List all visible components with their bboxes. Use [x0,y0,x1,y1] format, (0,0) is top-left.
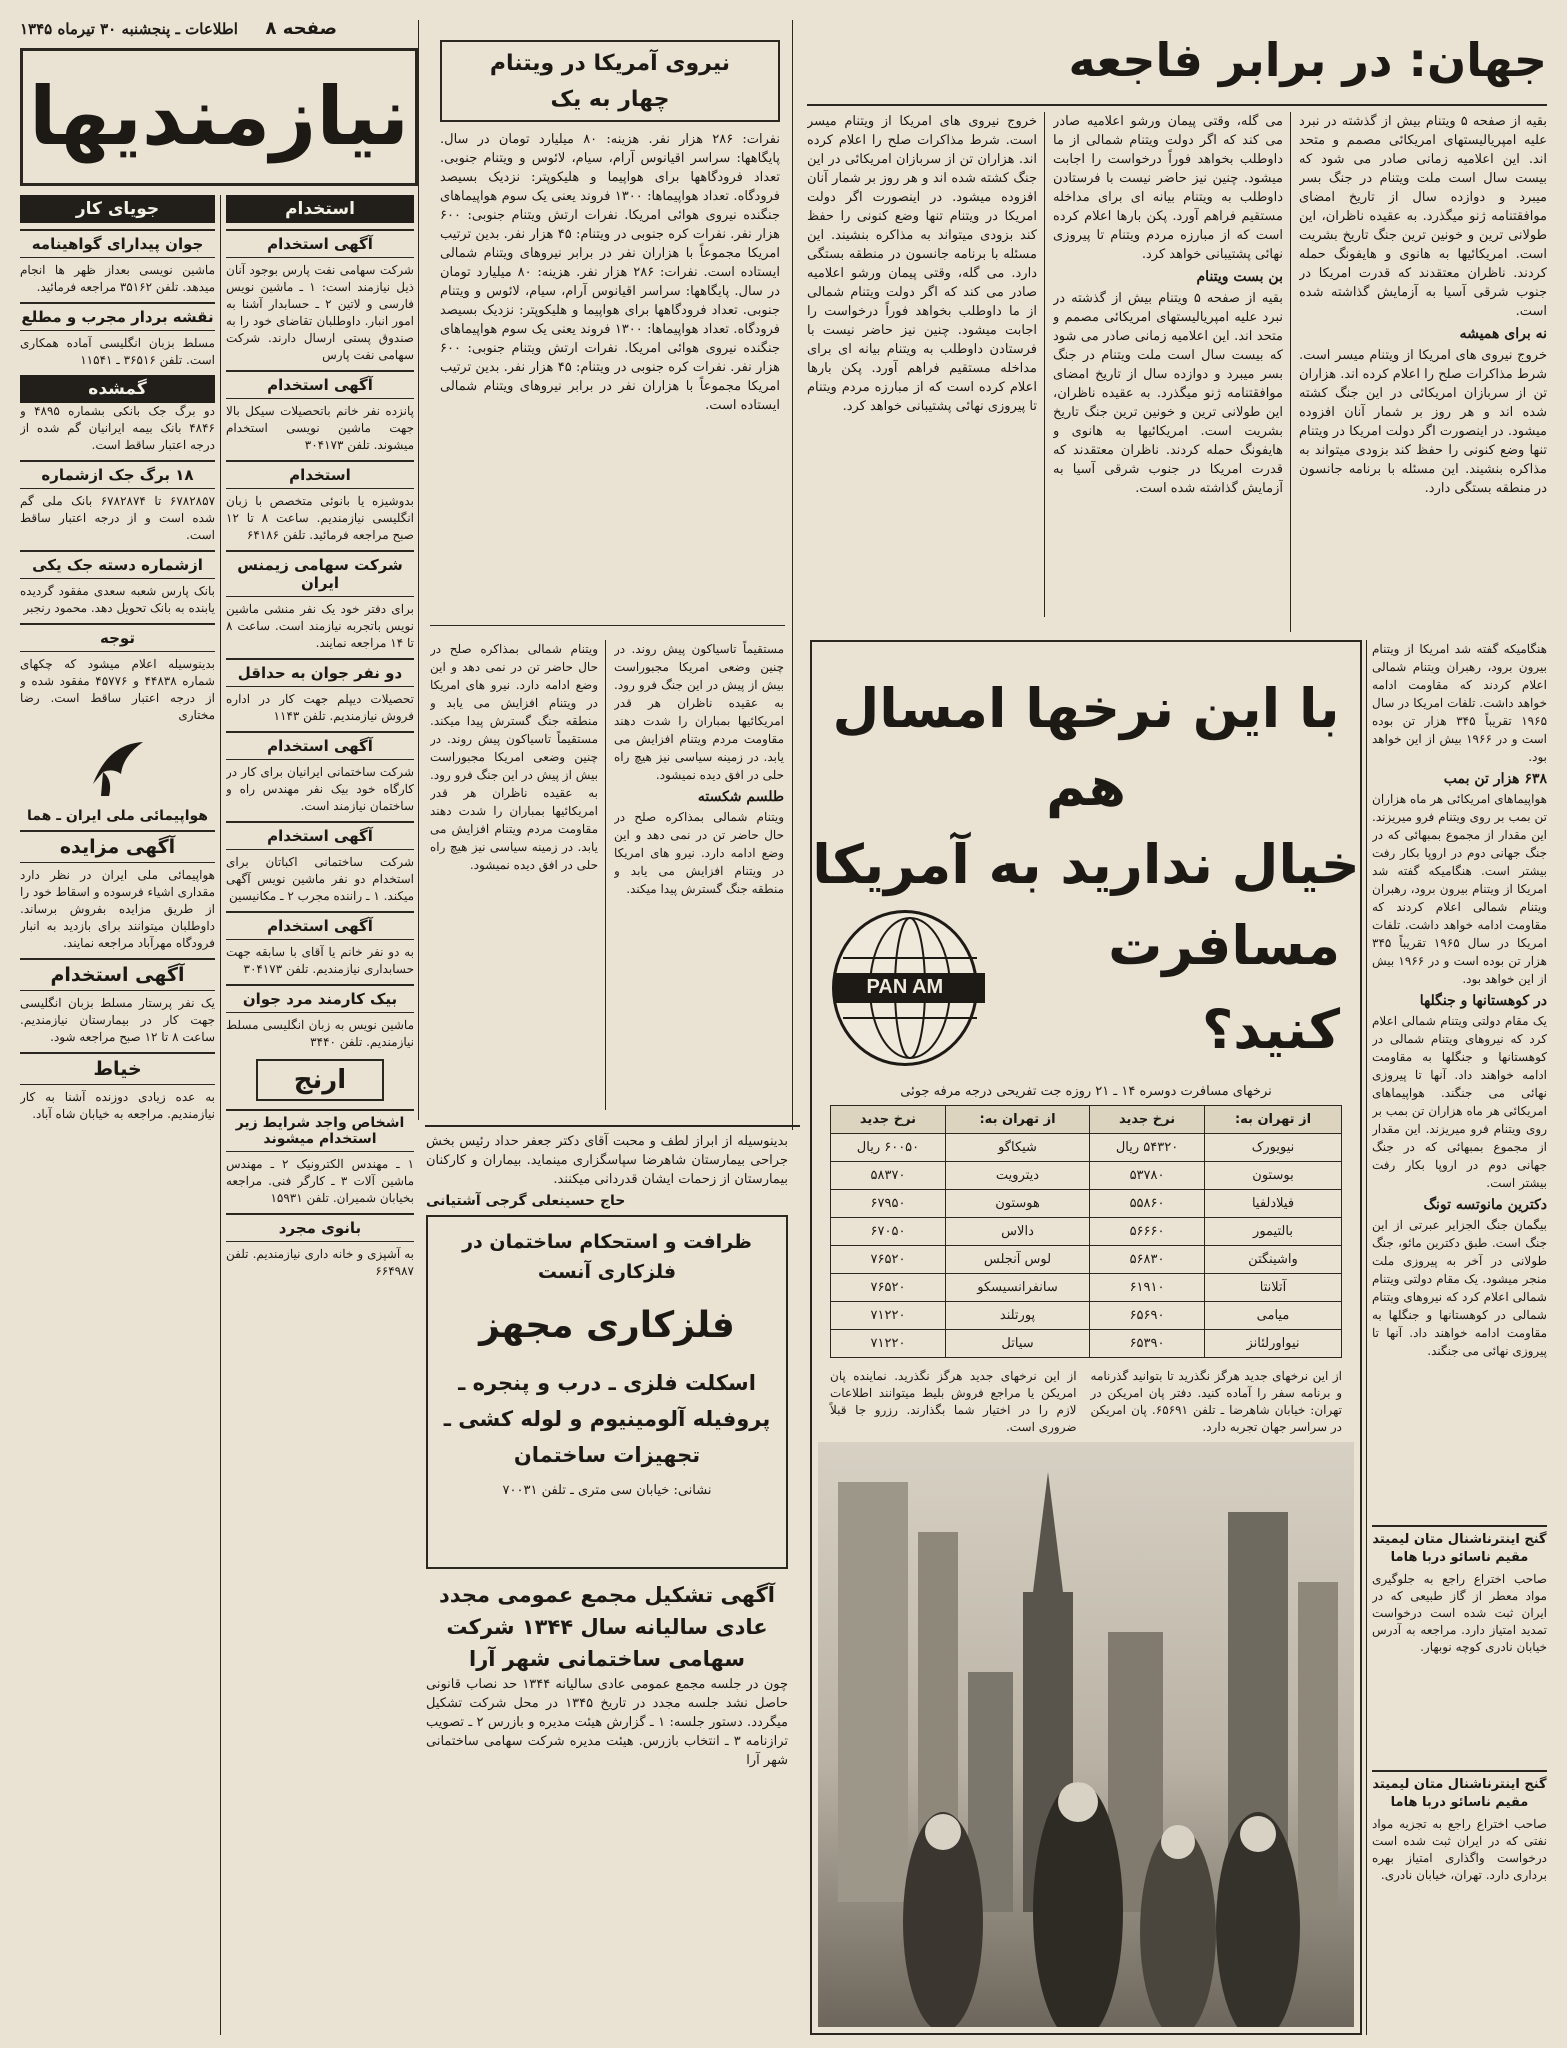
col1-item-body: بانک پارس شعبه سعدی مفقود گردیده یابنده به بانک تحویل دهد. محمود رنجبر [20,584,215,615]
fare-header-dest-b: از تهران به: [945,1106,1089,1134]
col2-item-title: آگهی استخدام [226,821,414,850]
subhead-spell-broken: طلسم شکسته [697,789,784,805]
classifieds-col3 [426,1132,788,2032]
patent-notice-2-title: گنج اینترناشنال متان لیمیتد مقیم ناسائو دربا هاما [1372,1777,1547,1810]
table-row: بالتیمور ۵۶۶۶۰ دالاس ۶۷۰۵۰ [831,1218,1342,1246]
subhead-mountains: در کوهستانها و جنگلها [1419,993,1547,1009]
iranair-logo [20,734,215,824]
main-headline: جهان: در برابر فاجعه [1068,33,1547,87]
panam-logo [832,910,978,1066]
main-story-col2: می گله، وقتی پیمان ورشو اعلامیه صادر می کند که اگر دولت ویتنام شمالی از ما داوطلب بخواهد فوراً درخواست را اجابت میشود. چنین نیز حاضر نیست با فرستادن داوطلب به ویتنام بیانه ای برای مداخله مستقیم فراهم آورد. پکن بارها اعلام کرده است که از مبارزه مردم ویتنام تا پیروزی نهائی پشتیبانی خواهد کرد. بن بست ویتنام بقیه از صفحه ۵ ویتنام بیش از گذشته در نبرد علیه امپریالیستهای امریکائی مصمم و متحد اند. این اعلامیه زمانی صادر می شود که بیست سال است ملت ویتنام در جنگ بسر میبرد و دوازده سال از تاریخ امضای موافقتنامه ژنو میگذرد. به عقیده ناظران، این طولانی ترین و خونین ترین جنگ تاریخ بشریت است. امریکائیها به هانوی و هایفونگ حمله کردند. ناظران معتقدند که قدرت امریکا در جنوب شرقی آسیا به آزمایش گذاشته شده است. [1053,114,1283,496]
panam-body-right: از این نرخهای جدید هرگز نگذرید تا بتوانید گذرنامه و برنامه سفر را آماده کنید. دفتر پان امریکن در تهران: خیابان شاهرضا ـ تلفن ۶۵۶۹۱. پان امریکن در سراسر جهان تجربه دارد. [1090,1369,1342,1434]
col2-item-body: برای دفتر خود یک نفر منشی ماشین نویس باتجربه نیازمند است. ساعت ۸ تا ۱۴ مراجعه نمایند. [226,602,414,650]
fare-header-dest-a: از تهران به: [1205,1106,1342,1134]
col1-item-title: ۱۸ برگ جک ازشماره [20,460,215,489]
col1-hiring-title: آگهی استخدام [20,958,215,991]
subhead-vietnam-deadlock: بن بست ویتنام [1196,269,1283,285]
col1-item-title: جوان پیدارای گواهینامه [20,229,215,258]
panam-ad [810,640,1362,2035]
panam-body-left: از این نرخهای جدید هرگز نگذرید. نماینده پان امریکن یا مراجع فروش بلیط میتوانند اطلاعات لازم را در اختیار شما بگذارند. رزرو جا قبلاً ضروری است. [830,1369,1077,1434]
meeting-notice-body: چون در جلسه مجمع عمومی عادی سالیانه ۱۳۴۴ حد نصاب قانونی حاصل نشد جلسه مجدد در تاریخ ۱۳۴۵ در محل شرکت تشکیل میگردد. دستور جلسه: ۱ ـ گزارش هیئت مدیره و بازرس ۲ ـ تصویب ترازنامه ۳ ـ انتخاب بازرس. هیئت مدیره شرکت سهامی ساختمانی شهر آرا [426,1677,788,1768]
metalwork-ad-brand: فلزکاری مجهز [479,1305,735,1346]
panam-photo [818,1442,1354,2027]
main-story-col1: بقیه از صفحه ۵ ویتنام بیش از گذشته در نبرد علیه امپریالیستهای امریکائی مصمم و متحد اند. این اعلامیه زمانی صادر می شود که بیست سال است ملت ویتنام در جنگ بسر میبرد و دوازده سال از تاریخ امضای موافقتنامه ژنو میگذرد. به عقیده ناظران، این طولانی ترین و خونین ترین جنگ تاریخ بشریت است. امریکائیها به هانوی و هایفونگ حمله کردند. ناظران معتقدند که قدرت امریکا در جنوب شرقی آسیا به آزمایش گذاشته شده است. نه برای همیشه خروج نیروی های امریکا از ویتنام میسر است. شرط مذاکرات صلح را اعلام کرده اند. هزاران تن از سربازان امریکائی در این جنگ کشته شده اند و هر روز بر شمار آنان افزوده میشود. در اینصورت اگر دولت امریکا در ویتنام تنها وضع کنونی را حفظ کند بزودی میتواند به مذاکره بنشیند. این مسئله با برنامه جانسون در منطقه بستگی دارد. [1299,114,1547,496]
tailor-body: به عده زیادی دوزنده آشنا به کار نیازمندیم. مراجعه به خیابان شاه آباد. [20,1090,215,1121]
table-row: بوستون ۵۳۷۸۰ دیترویت ۵۸۳۷۰ [831,1162,1342,1190]
panam-headline-line3: مسافرت کنید؟ [1108,914,1340,1061]
col2-item-body: تحصیلات دیپلم جهت کار در اداره فروش نیازمندیم. تلفن ۱۱۴۳ [226,692,414,723]
table-row: نیواورلئانز ۶۵۳۹۰ سیاتل ۷۱۲۲۰ [831,1330,1342,1358]
classifieds-col1 [20,195,215,2035]
subhead-bombs: ۶۳۸ هزار تن بمب [1443,771,1547,787]
col2-item-title: بانوی مجرد [226,1213,414,1242]
patent-notice-2 [1372,1770,1547,2030]
col1-hiring-body: یک نفر پرستار مسلط بزبان انگلیسی جهت کار در بیمارستان نیازمندیم. ساعت ۸ تا ۱۲ صبح مراجعه شود. [20,996,215,1044]
table-row: فیلادلفیا ۵۵۸۶۰ هوستون ۶۷۹۵۰ [831,1190,1342,1218]
col1-item-title: نقشه بردار مجرب و مطلع [20,302,215,331]
panam-logo-text: PAN AM [866,976,944,998]
col2-item-body: بدوشیزه یا بانوئی متخصص با زبان انگلیسی نیازمندیم. ساعت ۸ تا ۱۲ صبح مراجعه فرمائید. تلفن ۶۴۱۸۶ [226,494,414,542]
fare-header-rate-a: نرخ جدید [1090,1106,1205,1134]
panam-headline-line2: خیال ندارید به آمریکا [812,833,1360,896]
col1-item-body: مسلط بزبان انگلیسی آماده همکاری است. تلفن ۳۶۵۱۶ ـ ۱۱۵۴۱ [20,336,215,367]
section-title: نیازمندیها [28,70,410,163]
col2-item-body: ۱ ـ مهندس الکترونیک ۲ ـ مهندس ماشین آلات ۳ ـ کارگر فنی. مراجعه بخیابان شمیران. تلفن ۱۵۹۳۱ [226,1157,414,1205]
sidebar-headline: نیروی آمریکا در ویتنام [489,51,731,76]
panam-headline [812,670,1360,904]
col2-item-title: آگهی استخدام [226,229,414,258]
arnej-logo: ارنج [256,1059,384,1101]
metalwork-ad [426,1215,788,1569]
col2-item-title: دو نفر جوان به حداقل [226,658,414,687]
patent-notice-1 [1372,1525,1547,1760]
auction-body: هواپیمائی ملی ایران در نظر دارد مقداری اشیاء فرسوده و اسقاط خود را از طریق مزایده بفروش برساند. داوطلبان میتوانند برای بازدید به انبار فرودگاه مهرآباد مراجعه نمایند. [20,868,215,950]
col2-header: استخدام [226,195,414,223]
subhead-mao-doctrine: دکترین مانوتسه تونگ [1423,1197,1547,1213]
col1-header: جویای کار [20,195,215,223]
tailor-title: خیاط [20,1052,215,1085]
thanks-notice: بدینوسیله از ابراز لطف و محبت آقای دکتر جعفر حداد رئیس بخش جراحی بیمارستان شاهرضا سپاسگزاری مینماید. بیماران و کارکنان بیمارستان از زحمات ایشان قدردانی میکنند. [426,1134,788,1187]
fare-table [830,1105,1342,1358]
main-story-col3: خروج نیروی های امریکا از ویتنام میسر است. شرط مذاکرات صلح را اعلام کرده اند. هزاران تن از سربازان امریکائی در این جنگ کشته شده اند و هر روز بر شمار آنان افزوده میشود. در اینصورت اگر دولت امریکا در ویتنام تنها وضع کنونی را حفظ کند بزودی میتواند به مذاکره بنشیند. این مسئله با برنامه جانسون در منطقه بستگی دارد. می گله، وقتی پیمان ورشو اعلامیه صادر می کند که اگر دولت ویتنام شمالی از ما داوطلب بخواهد فوراً درخواست را اجابت میشود. چنین نیز حاضر نیست با فرستادن داوطلب به ویتنام بیانه ای برای مداخله مستقیم فراهم آورد. پکن بارها اعلام کرده است که از مبارزه مردم ویتنام تا پیروزی نهائی پشتیبانی خواهد کرد. [807,114,1037,414]
col1-item-body: دو برگ جک بانکی بشماره ۴۸۹۵ و ۴۸۴۶ بانک بیمه ایرانیان گم شده از درجه اعتبار ساقط است. [20,404,215,452]
meeting-notice-title: آگهی تشکیل مجمع عمومی مجدد عادی سالیانه سال ۱۳۴۴ شرکت سهامی ساختمانی شهر آرا [439,1583,775,1671]
col1-item-body: بدینوسیله اعلام میشود که چکهای شماره ۴۴۸۳۸ و ۴۵۷۷۶ مفقود شده و از درجه اعتبار ساقط است. رضا مختاری [20,657,215,722]
iranair-logo-text: هواپیمائی ملی ایران ـ هما [26,808,208,824]
col2-item-body: ماشین نویس به زبان انگلیسی مسلط نیازمندیم. تلفن ۳۴۴۰ [226,1018,414,1049]
sidebar-lower-col-b: ویتنام شمالی بمذاکره صلح در حال حاضر تن در نمی دهد و این وضع ادامه دارد. نیرو های امریکا در ویتنام افزایش می یابد و منطقه جنگ گسترش پیدا میکند. مستقیماً تاسیاکون پیش روند. در چنین وضعی امریکا مجبوراست بیش از پیش در این جنگ فرو رود. به عقیده ناظران هر قدر امریکائیها بمباران را شدت دهند مقاومت مردم ویتنام افزایش می یابد. در زمینه سیاسی نیز هیچ راه حلی در افق دیده نمیشود. [430,642,598,872]
skyline-photo-icon [818,1442,1354,2027]
sidebar-lower-col-a: مستقیماً تاسیاکون پیش روند. در چنین وضعی امریکا مجبوراست بیش از پیش در این جنگ فرو رود. به عقیده ناظران هر قدر امریکائیها بمباران را شدت دهند مقاومت مردم ویتنام افزایش می یابد. در زمینه سیاسی نیز هیچ راه حلی در افق دیده نمیشود. طلسم شکسته ویتنام شمالی بمذاکره صلح در حال حاضر تن در نمی دهد و این وضع ادامه دارد. نیرو های امریکا در ویتنام افزایش می یابد و منطقه جنگ گسترش پیدا میکند. [614,642,784,896]
table-row: میامی ۶۵۶۹۰ پورتلند ۷۱۲۲۰ [831,1302,1342,1330]
col2-item-body: پانزده نفر خانم باتحصیلات سیکل بالا جهت ماشین نویسی استخدام میشوند. تلفن ۳۰۴۱۷۳ [226,404,414,452]
col2-item-body: به آشپزی و خانه داری نیازمندیم. تلفن ۶۶۴۹۸۷ [226,1247,414,1278]
section-masthead [20,48,418,186]
col2-item-title: آگهی استخدام [226,370,414,399]
panam-headline-line1: با این نرخها امسال هم [832,677,1340,818]
sidebar-story-body: نفرات: ۲۸۶ هزار نفر. هزینه: ۸۰ میلیارد تومان در سال. پایگاهها: سراسر اقیانوس آرام، سیام، لائوس و ویتنام جنوبی. تعداد فرودگاهها برای هواپیما و هلیکوپتر: نزدیک بسیصد فرودگاه. تعداد هواپیماها: ۱۳۰۰ فروند یعنی یک سوم هواپیماهای جنگنده نیروی هوائی امریکا. نفرات ارتش ویتنام جنوبی: ۶۰۰ هزار نفر. نفرات کره جنوبی در ویتنام: ۴۵ هزار نفر. بدین ترتیب امریکا مجموعاً با هزاران نفر در برابر نیروهای ویتنام شمالی ایستاده است. نفرات: ۲۸۶ هزار نفر. هزینه: ۸۰ میلیارد تومان در سال. پایگاهها: سراسر اقیانوس آرام، سیام، لائوس و ویتنام جنوبی. تعداد فرودگاهها برای هواپیما و هلیکوپتر: نزدیک بسیصد فرودگاه. تعداد هواپیماها: ۱۳۰۰ فروند یعنی یک سوم هواپیماهای جنگنده نیروی هوائی امریکا. نفرات ارتش ویتنام جنوبی: ۶۰۰ هزار نفر. نفرات کره جنوبی در ویتنام: ۴۵ هزار نفر. بدین ترتیب امریکا مجموعاً با هزاران نفر در برابر نیروهای ویتنام شمالی ایستاده است. [440,132,780,413]
table-row: آتلانتا ۶۱۹۱۰ سانفرانسیسکو ۷۶۵۲۰ [831,1274,1342,1302]
homa-bird-icon [83,734,153,804]
thanks-notice-signature: حاج حسینعلی گرجی آشتیانی [426,1193,626,1209]
col2-item-body: شرکت ساختمانی ایرانیان برای کار در کارگاه خود بیک نفر مهندس راه و ساختمان نیازمند است. [226,765,414,813]
patent-notice-1-body: صاحب اختراع راجع به جلوگیری مواد معطر از گاز طبیعی که در ایران ثبت شده است درخواست تمدید امتیاز دارد. مراجعه به آدرس خیابان نادری کوچه نوبهار. [1372,1572,1547,1654]
col2-item-title: بیک کارمند مرد جوان [226,984,414,1013]
patent-notice-2-body: صاحب اختراع راجع به تجزیه مواد نفتی که در ایران ثبت شده است درخواست واگذاری امتیاز بهره برداری دارد. تهران، خیابان نادری. [1372,1817,1547,1882]
col2-item-title: استخدام [226,460,414,489]
sidebar-headline-2: چهار به یک [550,87,670,112]
col2-item-title: شرکت سهامی زیمنس ایران [226,550,414,597]
col2-item-body: شرکت ساختمانی اکباتان برای استخدام دو نفر ماشین نویس آگهی میکند. ۱ ـ راننده مجرب ۲ ـ مکانیسین [226,855,414,903]
classifieds-col2 [226,195,414,2035]
metalwork-ad-address: نشانی: خیابان سی متری ـ تلفن ۷۰۰۳۱ [502,1483,712,1498]
patent-notice-1-title: گنج اینترناشنال متان لیمیتد مقیم ناسائو دربا هاما [1372,1532,1547,1565]
col2-item-title: آگهی استخدام [226,911,414,940]
panam-fare-caption: نرخهای مسافرت دوسره ۱۴ ـ ۲۱ روزه جت تفریحی درجه مرفه جوئی [900,1084,1272,1099]
sidebar-headline-box [440,40,780,122]
col2-item-title: آگهی استخدام [226,731,414,760]
page-label: صفحه ۸ [265,18,337,39]
fare-table-header [831,1106,1342,1134]
fare-header-rate-b: نرخ جدید [831,1106,946,1134]
col2-item-body: شرکت سهامی نفت پارس بوجود آنان ذیل نیازمند است: ۱ ـ ماشین نویس فارسی و لاتین ۲ ـ حسابدار آشنا به امور انبار. داوطلبان تقاضای خود را به صندوق پستی ارسال دارند. شرکت سهامی نفت پارس [226,263,414,362]
col1-item-title: توجه [20,623,215,652]
col1-item-body: ماشین نویسی بعداز ظهر ها انجام میدهد. تلفن ۳۵۱۶۲ مراجعه فرمائید. [20,263,215,294]
metalwork-ad-services: اسکلت فلزی ـ درب و پنجره ـ پروفیله آلومینیوم و لوله کشی ـ تجهیزات ساختمان [443,1371,771,1467]
lost-header: گمشده [20,375,215,403]
col2-item-title: اشخاص واجد شرایط زیر استخدام میشوند [226,1109,414,1152]
date-line: اطلاعات ـ پنجشنبه ۳۰ تیرماه ۱۳۴۵ [20,20,238,38]
col2-item-body: به دو نفر خانم یا آقای با سابقه جهت حسابداری نیازمندیم. تلفن ۳۰۴۱۷۳ [226,945,414,976]
metalwork-ad-title: ظرافت و استحکام ساختمان در فلزکاری آنست [462,1231,752,1283]
col1-item-body: ۶۷۸۲۸۵۷ تا ۶۷۸۲۸۷۴ بانک ملی گم شده است و از درجه اعتبار ساقط است. [20,494,215,542]
table-row: واشینگتن ۵۶۸۳۰ لوس آنجلس ۷۶۵۲۰ [831,1246,1342,1274]
table-row: نیویورک ۵۴۳۲۰ ریال شیکاگو ۶۰۰۵۰ ریال [831,1134,1342,1162]
right-column-body: هنگامیکه گفته شد امریکا از ویتنام بیرون برود، رهبران ویتنام شمالی اعلام کردند که مقاومت ادامه خواهد داشت. تلفات امریکا در سال ۱۹۶۵ تقریباً ۳۴۵ هزار تن بوده است و در ۱۹۶۶ بیش از این خواهد بود. ۶۳۸ هزار تن بمب هواپیماهای امریکائی هر ماه هزاران تن بمب بر روی ویتنام فرو میریزند. این مقدار از مجموع بمبهائی که در جنگ جهانی دوم در اروپا بکار رفت بیشتر است. هنگامیکه گفته شد امریکا از ویتنام بیرون برود، رهبران ویتنام شمالی اعلام کردند که مقاومت ادامه خواهد داشت. تلفات امریکا در سال ۱۹۶۵ تقریباً ۳۴۵ هزار تن بوده است و در ۱۹۶۶ بیش از این خواهد بود. در کوهستانها و جنگلها یک مقام دولتی ویتنام شمالی اعلام کرد که نیروهای ویتنام شمالی در کوهستانها و جنگلها به مقاومت ادامه خواهند داد. آنها تا پیروزی نهائی می جنگند. هواپیماهای امریکائی هر ماه هزاران تن بمب بر روی ویتنام فرو میریزند. این مقدار از مجموع بمبهائی که در جنگ جهانی دوم در اروپا بکار رفت بیشتر است. دکترین مانوتسه تونگ بیگمان جنگ الجزایر عبرتی از این جنگ است. طبق دکترین مائو، جنگ طولانی در آخر به پیروزی ملت منجر میشود. یک مقام دولتی ویتنام شمالی اعلام کرد که نیروهای ویتنام شمالی در کوهستانها و جنگلها به مقاومت ادامه خواهند داد. آنها تا پیروزی نهائی می جنگند. [1372,642,1547,1358]
col1-item-title: ازشماره دسته جک یکی [20,550,215,579]
auction-title: آگهی مزایده [20,830,215,863]
subhead-not-forever: نه برای همیشه [1459,326,1547,342]
